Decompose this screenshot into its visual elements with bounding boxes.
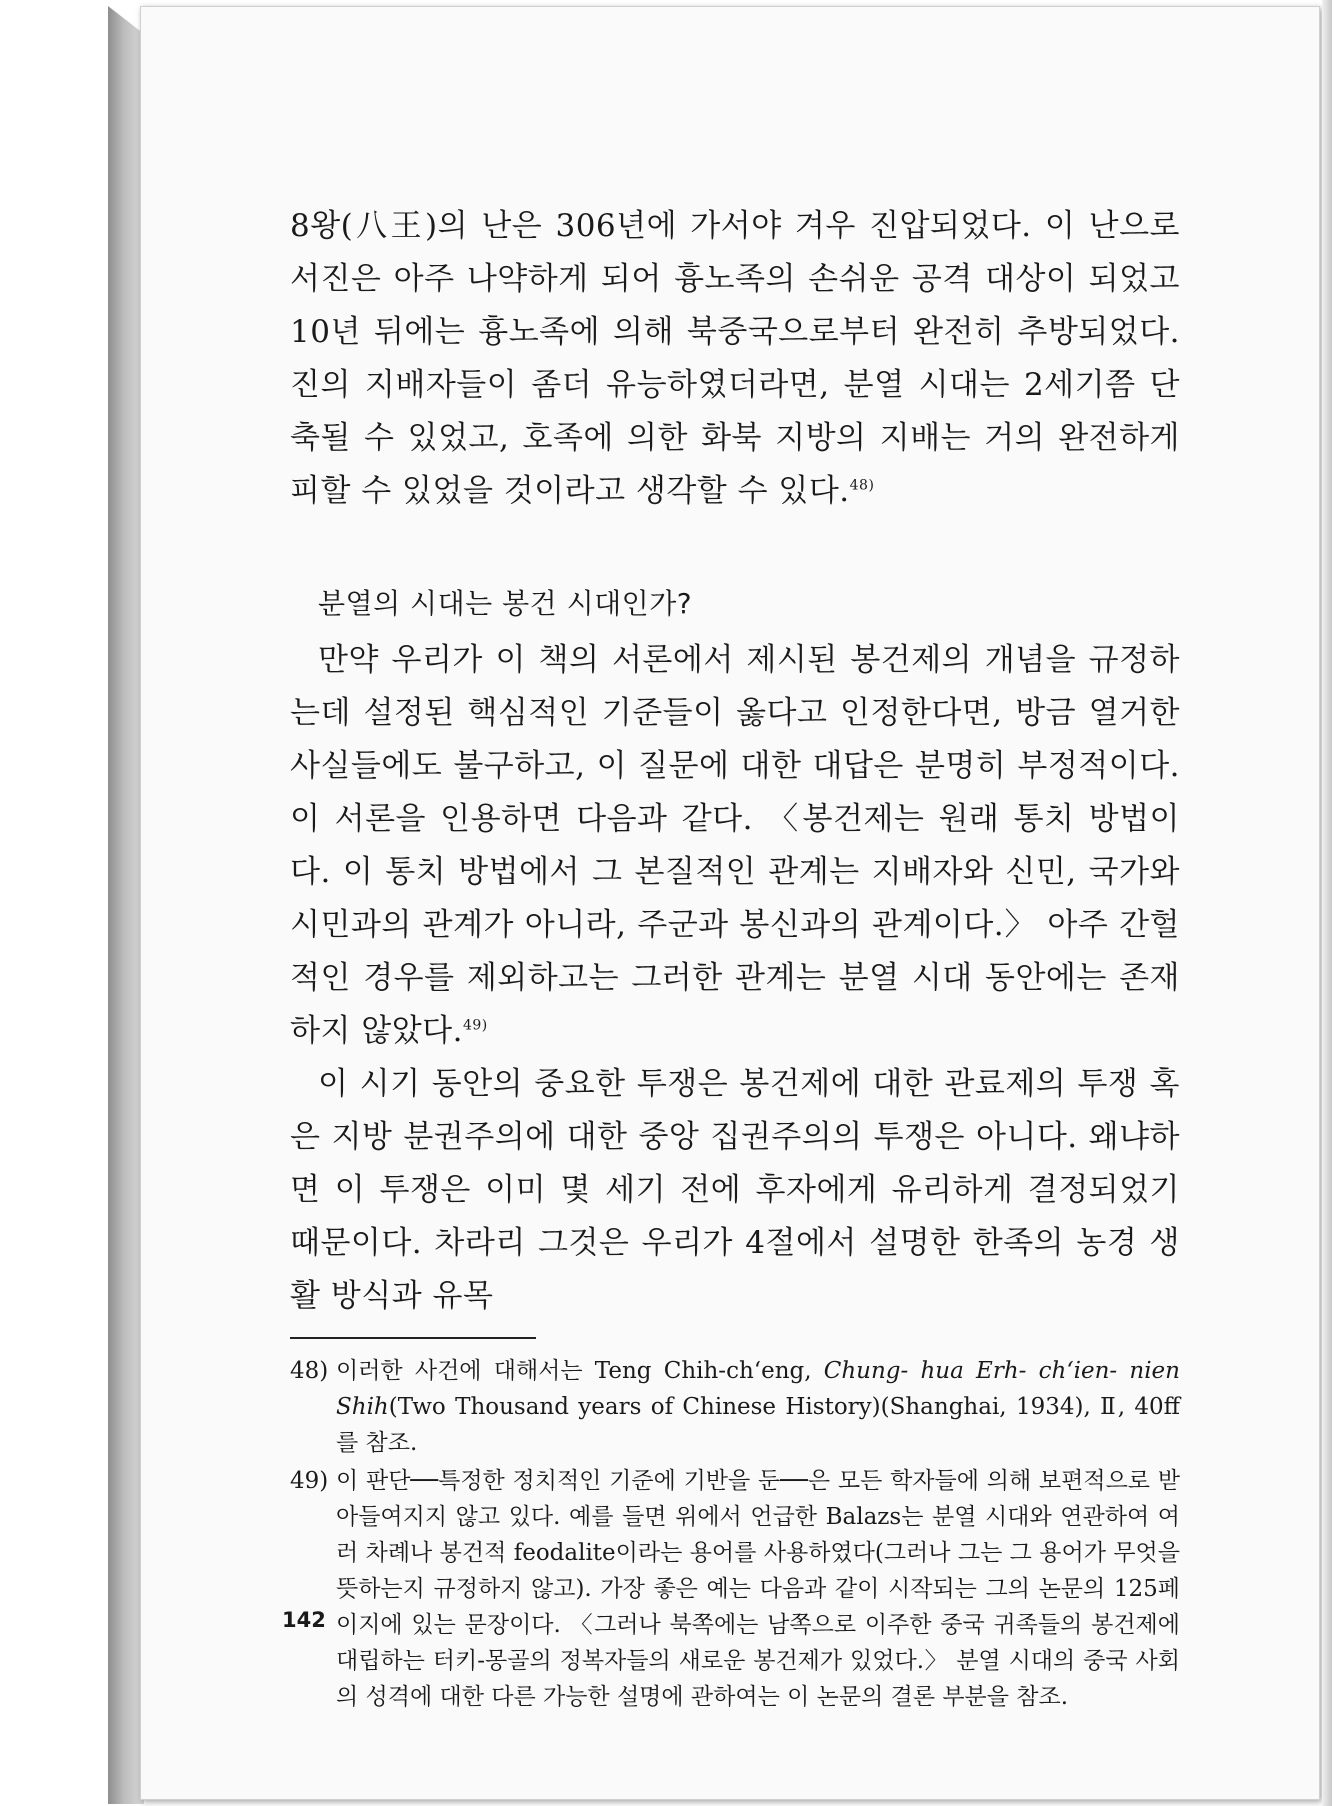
page-content (290, 200, 1180, 1717)
footnote-ref-49: 49) (462, 1017, 488, 1034)
footnote-49 (290, 1463, 1180, 1715)
footnote-48-post: (Two Thousand years of Chinese History)(Shanghai, 1934), Ⅱ, 40ff를 참조. (336, 1394, 1180, 1456)
footnote-divider (290, 1337, 536, 1339)
paragraph-3: 이 시기 동안의 중요한 투쟁은 봉건제에 대한 관료제의 투쟁 혹은 지방 분권주의에 대한 중앙 집권주의의 투쟁은 아니다. 왜냐하면 이 투쟁은 이미 몇 세기 전에 후자에게 유리하게 결정되었기 때문이다. 차라리 그것은 우리가 4절에서 설명한 한족의 농경 생활 방식과 유목 (290, 1066, 1180, 1314)
paragraph-1-text: 8왕(八王)의 난은 306년에 가서야 겨우 진압되었다. 이 난으로 서진은 아주 나약하게 되어 흉노족의 손쉬운 공격 대상이 되었고 10년 뒤에는 흉노족에 의해 북중국으로부터 완전히 추방되었다. 진의 지배자들이 좀더 유능하였더라면, 분열 시대는 2세기쯤 단축될 수 있었고, 호족에 의한 화북 지방의 지배는 거의 완전하게 피할 수 있었을 것이라고 생각할 수 있다. (290, 208, 1180, 509)
footnote-48-number: 48) (290, 1358, 329, 1384)
paragraph-1 (290, 200, 1180, 518)
footnote-48 (290, 1353, 1180, 1461)
footnote-48-title: Chung- hua Erh- ch‘ien- nien Shih (336, 1358, 1180, 1420)
book-edge (108, 6, 144, 1804)
section-heading: 분열의 시대는 봉건 시대인가? (318, 587, 693, 620)
footnote-49-number: 49) (290, 1468, 329, 1494)
paragraph-2-text: 만약 우리가 이 책의 서론에서 제시된 봉건제의 개념을 규정하는데 설정된 핵심적인 기준들이 옳다고 인정한다면, 방금 열거한 사실들에도 불구하고, 이 질문에 대한 대답은 분명히 부정적이다. 이 서론을 인용하면 다음과 같다. 〈봉건제는 원래 통치 방법이다. 이 통치 방법에서 그 본질적인 관계는 지배자와 신민, 국가와 시민과의 관계가 아니라, 주군과 봉신과의 관계이다.〉 아주 간헐적인 경우를 제외하고는 그러한 관계는 분열 시대 동안에는 존재하지 않았다. (290, 642, 1180, 1049)
page-number: 142 (282, 1608, 326, 1632)
footnote-49-text: 이 판단──특정한 정치적인 기준에 기반을 둔──은 모든 학자들에 의해 보편적으로 받아들여지지 않고 있다. 예를 들면 위에서 언급한 Balazs는 분열 시대와 연관하여 여러 차례나 봉건적 feodalite이라는 용어를 사용하였다(그러나 그는 그 용어가 무엇을 뜻하는지 규정하지 않고). 가장 좋은 예는 다음과 같이 시작되는 그의 논문의 125페이지에 있는 문장이다. 〈그러나 북쪽에는 남쪽으로 이주한 중국 귀족들의 봉건제에 대립하는 터키-몽골의 정복자들의 새로운 봉건제가 있었다.〉 분열 시대의 중국 사회의 성격에 대한 다른 가능한 설명에 관하여는 이 논문의 결론 부분을 참조. (336, 1468, 1180, 1710)
footnote-48-pre: 이러한 사건에 대해서는 Teng Chih-ch‘eng, (336, 1358, 824, 1384)
footnote-ref-48: 48) (849, 477, 875, 494)
paragraph-2 (290, 634, 1180, 1058)
page-right-rim (1322, 0, 1332, 1806)
